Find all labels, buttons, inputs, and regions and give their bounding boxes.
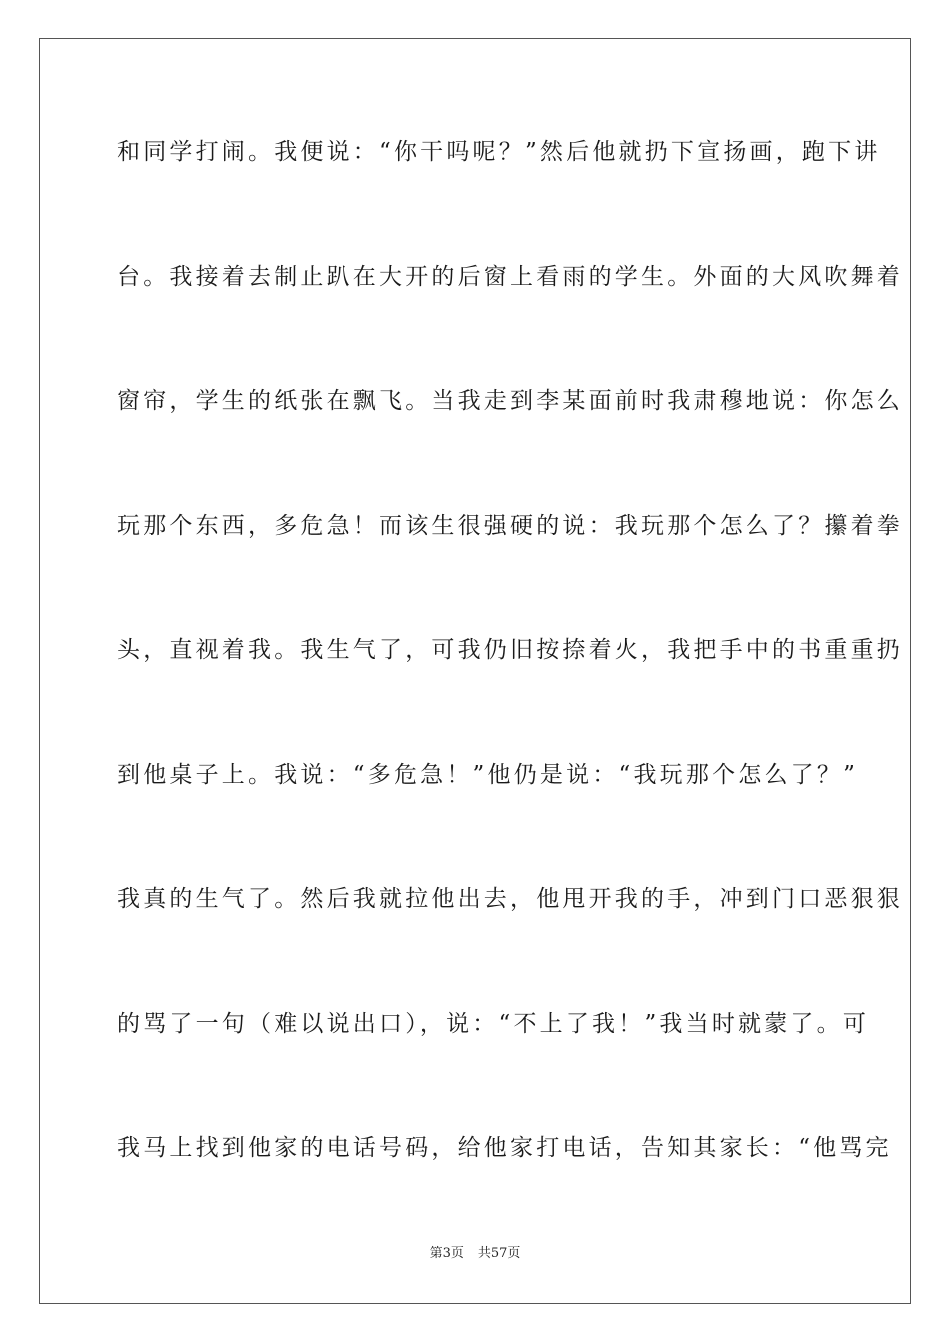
text-line: 的骂了一句（难以说出口），说：“不上了我！”我当时就蒙了。可 <box>117 1011 870 1037</box>
page-footer <box>0 1245 950 1263</box>
text-line: 我真的生气了。然后我就拉他出去，他甩开我的手，冲到门口恶狠狠 <box>117 886 903 912</box>
page-total: 共57页 <box>477 1246 521 1261</box>
text-line: 玩那个东西，多危急！而该生很强硬的说：我玩那个怎么了？攥着拳 <box>117 513 903 539</box>
text-line: 窗帘，学生的纸张在飘飞。当我走到李某面前时我肃穆地说：你怎么 <box>117 388 903 414</box>
text-line: 到他桌子上。我说：“多危急！”他仍是说：“我玩那个怎么了？” <box>117 762 859 788</box>
text-line: 头，直视着我。我生气了，可我仍旧按捺着火，我把手中的书重重扔 <box>117 637 903 663</box>
text-line: 台。我接着去制止趴在大开的后窗上看雨的学生。外面的大风吹舞着 <box>117 264 903 290</box>
text-line: 我马上找到他家的电话号码，给他家打电话，告知其家长：“他骂完 <box>117 1135 892 1161</box>
page-border <box>39 38 911 1304</box>
page-number: 第3页 <box>429 1246 464 1261</box>
text-line: 和同学打闹。我便说：“你干吗呢？”然后他就扔下宣扬画，跑下讲 <box>117 139 881 165</box>
